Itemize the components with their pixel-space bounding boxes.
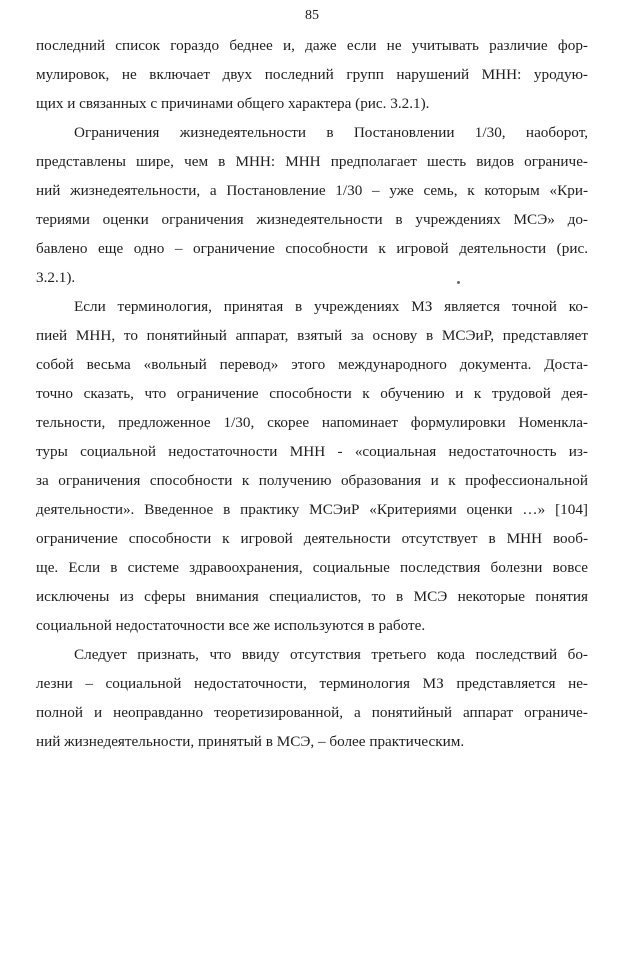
paragraph-1-line-1: последний список гораздо беднее и, даже если не учитывать различие фор-	[36, 37, 588, 54]
paragraph-2-line-3: ний жизнедеятельности, а Постановление 1/30 – уже семь, к которым «Кри-	[36, 182, 588, 199]
paragraph-4-line-4: ний жизнедеятельности, принятый в МСЭ, – более практическим.	[36, 733, 465, 750]
paragraph-1-line-2: мулировок, не включает двух последний групп нарушений МНН: уродую-	[36, 66, 588, 83]
paragraph-3-line-12: социальной недостаточности все же используются в работе.	[36, 617, 426, 634]
paragraph-3-line-5: тельности, предложенное 1/30, скорее напоминает формулировки Номенкла-	[36, 414, 588, 431]
paragraph-4-line-1: Следует признать, что ввиду отсутствия третьего кода последствий бо-	[74, 646, 588, 663]
paragraph-3-line-2: пией МНН, то понятийный аппарат, взятый за основу в МСЭиР, представляет	[36, 327, 588, 344]
scan-speck	[457, 281, 460, 284]
paragraph-3-line-10: ще. Если в системе здравоохранения, социальные последствия болезни вовсе	[36, 559, 588, 576]
body-text	[36, 31, 588, 756]
paragraph-3-line-1: Если терминология, принятая в учреждениях МЗ является точной ко-	[74, 298, 588, 315]
paragraph-2-line-1: Ограничения жизнедеятельности в Постановлении 1/30, наоборот,	[74, 124, 588, 141]
paragraph-2-line-5: бавлено еще одно – ограничение способности к игровой деятельности (рис.	[36, 240, 588, 257]
paragraph-1-line-3: щих и связанных с причинами общего характера (рис. 3.2.1).	[36, 95, 430, 112]
paragraph-3-line-4: точно сказать, что ограничение способности к обучению и к трудовой дея-	[36, 385, 588, 402]
paragraph-3-line-7: за ограничения способности к получению образования и к профессиональной	[36, 472, 588, 489]
paragraph-2-line-2: представлены шире, чем в МНН: МНН предполагает шесть видов ограниче-	[36, 153, 588, 170]
paragraph-4-line-3: полной и неоправданно теоретизированной, а понятийный аппарат ограниче-	[36, 704, 588, 721]
paragraph-3-line-3: собой весьма «вольный перевод» этого международного документа. Доста-	[36, 356, 588, 373]
paragraph-3-line-9: ограничение способности к игровой деятельности отсутствует в МНН вооб-	[36, 530, 588, 547]
paragraph-3-line-8: деятельности». Введенное в практику МСЭиР «Критериями оценки …» [104]	[36, 501, 588, 518]
paragraph-4-line-2: лезни – социальной недостаточности, терминология МЗ представляется не-	[36, 675, 588, 692]
paragraph-2-line-6: 3.2.1).	[36, 269, 76, 286]
paragraph-2-line-4: териями оценки ограничения жизнедеятельности в учреждениях МСЭ» до-	[36, 211, 588, 228]
paragraph-3-line-6: туры социальной недостаточности МНН - «социальная недостаточность из-	[36, 443, 588, 460]
paragraph-3-line-11: исключены из сферы внимания специалистов, то в МСЭ некоторые понятия	[36, 588, 588, 605]
page-number: 85	[305, 8, 319, 23]
